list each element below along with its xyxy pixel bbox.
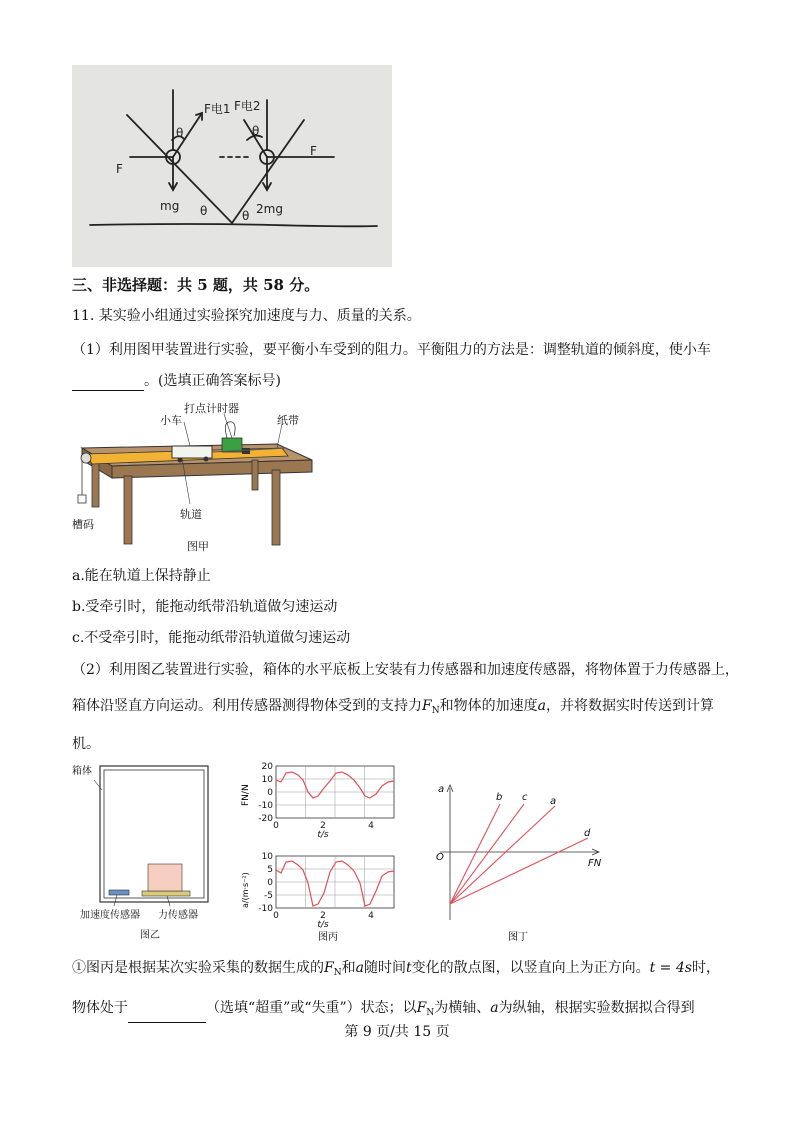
label-f-left: F (116, 162, 123, 176)
caption-ding: 图丁 (508, 932, 528, 943)
figure-yi (72, 760, 222, 945)
svg-text:0: 0 (273, 821, 279, 831)
page-footer: 第 9 页/共 15 页 (344, 1024, 450, 1040)
svg-text:10: 10 (261, 852, 273, 862)
svg-text:20: 20 (261, 762, 273, 772)
svg-text:a: a (550, 796, 557, 807)
label-mg: mg (160, 199, 180, 213)
svg-text:2: 2 (320, 911, 326, 921)
svg-text:0: 0 (267, 878, 273, 888)
label-theta-3: θ (200, 204, 208, 218)
label-theta-1: θ (176, 126, 184, 140)
label-car: 小车 (160, 414, 182, 427)
ding-yaxis: a (438, 784, 445, 795)
label-f-electric-2: F电2 (234, 99, 261, 113)
svg-text:-10: -10 (258, 904, 273, 914)
label-f-right: F (310, 144, 317, 158)
q11-part1-line1: （1）利用图甲装置进行实验，要平衡小车受到的阻力。平衡阻力的方法是：调整轨道的倾斜度，使小车 (72, 342, 711, 358)
q11-stem: 11. 某实验小组通过实验探究加速度与力、质量的关系。 (72, 308, 421, 324)
label-track: 轨道 (180, 508, 202, 521)
svg-text:10: 10 (261, 775, 273, 785)
ding-origin: O (436, 852, 444, 863)
figure-jia (72, 400, 322, 560)
caption-bing: 图丙 (318, 932, 338, 943)
svg-text:-20: -20 (258, 814, 273, 824)
handwritten-force-diagram-photo (72, 65, 392, 267)
answer-blank-1[interactable] (72, 376, 144, 391)
figure-bing (236, 758, 406, 948)
svg-text:t/s: t/s (317, 830, 329, 840)
svg-text:2: 2 (320, 821, 326, 831)
ding-xaxis: FN (588, 858, 602, 869)
q11-part2-line3: 机。 (72, 736, 100, 752)
figure-ding (430, 780, 605, 945)
svg-text:t/s: t/s (317, 920, 329, 930)
svg-text:0: 0 (267, 788, 273, 798)
label-acc-sensor: 加速度传感器 (80, 910, 140, 921)
svg-text:-10: -10 (258, 801, 273, 811)
answer-blank-2[interactable] (128, 1008, 206, 1023)
q11-part2-q1: ①图丙是根据某次实验采集的数据生成的$F_N$和a随时间t变化的散点图，以竖直向上为正方向。t = 4s时， (72, 960, 720, 978)
bing-bottom-ylabel: a/(m·s⁻²) (241, 872, 250, 908)
svg-text:d: d (584, 828, 591, 839)
label-box: 箱体 (72, 766, 92, 777)
svg-text:-5: -5 (264, 891, 273, 901)
svg-text:0: 0 (273, 911, 279, 921)
option-b: b.受牵引时，能拖动纸带沿轨道做匀速运动 (72, 599, 338, 615)
svg-text:5: 5 (267, 865, 273, 875)
label-theta-2: θ (252, 124, 260, 138)
label-theta-4: θ (242, 209, 250, 223)
label-tape: 纸带 (277, 414, 299, 427)
svg-text:4: 4 (368, 911, 374, 921)
label-f-electric-1: F电1 (204, 102, 231, 116)
svg-text:4: 4 (368, 821, 374, 831)
svg-text:b: b (496, 792, 503, 803)
option-c: c.不受牵引时，能拖动纸带沿轨道做匀速运动 (72, 630, 351, 646)
q11-part2-line1: （2）利用图乙装置进行实验，箱体的水平底板上安装有力传感器和加速度传感器，将物体置于力传感器上， (72, 662, 739, 678)
q11-part1-line2: 。(选填正确答案标号) (72, 371, 281, 391)
section-header: 三、非选择题：共 5 题，共 58 分。 (72, 276, 320, 294)
svg-text:c: c (522, 792, 528, 803)
label-force-sensor: 力传感器 (158, 910, 198, 921)
bing-top-ylabel: FN/N (241, 784, 251, 806)
q11-part2-q2: 物体处于 （选填“超重”或“失重”）状态；以$F_N$为横轴、a为纵轴，根据实验数据拟合得到 (72, 998, 695, 1023)
label-weight: 槽码 (72, 518, 94, 531)
label-2mg: 2mg (256, 202, 283, 216)
option-a: a.能在轨道上保持静止 (72, 568, 211, 584)
label-timer: 打点计时器 (184, 402, 239, 415)
q11-part2-line2: 箱体沿竖直方向运动。利用传感器测得物体受到的支持力$F_N$和物体的加速度a，并将数据实时传送到计算 (72, 698, 714, 716)
caption-jia: 图甲 (187, 540, 209, 553)
caption-yi: 图乙 (140, 930, 160, 941)
